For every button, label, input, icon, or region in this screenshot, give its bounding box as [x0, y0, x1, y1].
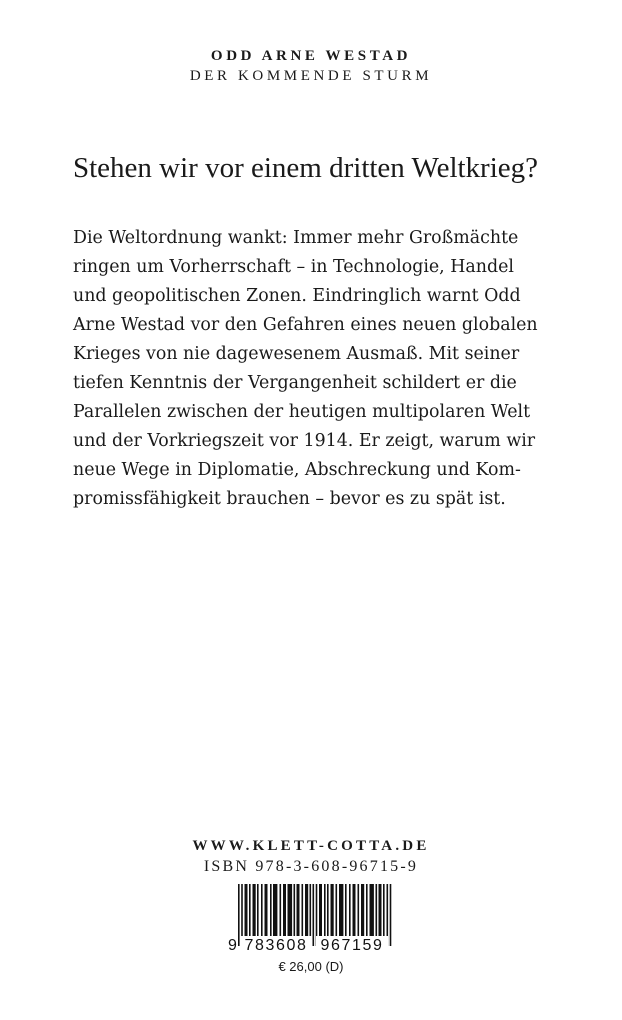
blurb-line: und geopolitischen Zonen. Eindringlich warnt Odd — [73, 286, 521, 306]
blurb-line: Arne Westad vor den Gefahren eines neuen globalen — [73, 315, 538, 335]
barcode — [226, 884, 396, 956]
publisher-website[interactable]: WWW.KLETT-COTTA.DE — [192, 838, 430, 854]
barcode-group-right: 967159 — [316, 936, 388, 956]
blurb-line: Krieges von nie dagewesenem Ausmaß. Mit seiner — [73, 344, 520, 364]
cover-header — [0, 46, 622, 86]
barcode-lead-digit: 9 — [228, 937, 237, 954]
blurb-text — [73, 224, 553, 514]
blurb-line: und der Vorkriegszeit vor 1914. Er zeigt, warum wir — [73, 431, 536, 451]
blurb-line: tiefen Kenntnis der Vergangenheit schildert er die — [73, 373, 517, 393]
blurb-line: ringen um Vorherrschaft – in Technologie, Handel — [73, 257, 514, 277]
blurb-line: neue Wege in Diplomatie, Abschreckung und Kom- — [73, 460, 521, 480]
blurb-line: promissfähigkeit brauchen – bevor es zu spät ist. — [73, 489, 506, 509]
blurb-line: Die Weltordnung wankt: Immer mehr Großmächte — [73, 228, 519, 248]
author-name: ODD ARNE WESTAD — [210, 48, 412, 64]
book-title: DER KOMMENDE STURM — [189, 68, 433, 84]
publisher-footer — [0, 836, 622, 878]
isbn-number: ISBN 978-3-608-96715-9 — [203, 858, 419, 875]
barcode-digits — [226, 936, 396, 956]
price-label: € 26,00 (D) — [278, 959, 344, 974]
headline: Stehen wir vor einem dritten Weltkrieg? — [73, 152, 539, 184]
blurb-line: Parallelen zwischen der heutigen multipolaren Welt — [73, 402, 531, 422]
barcode-group-left: 783608 — [240, 936, 312, 956]
